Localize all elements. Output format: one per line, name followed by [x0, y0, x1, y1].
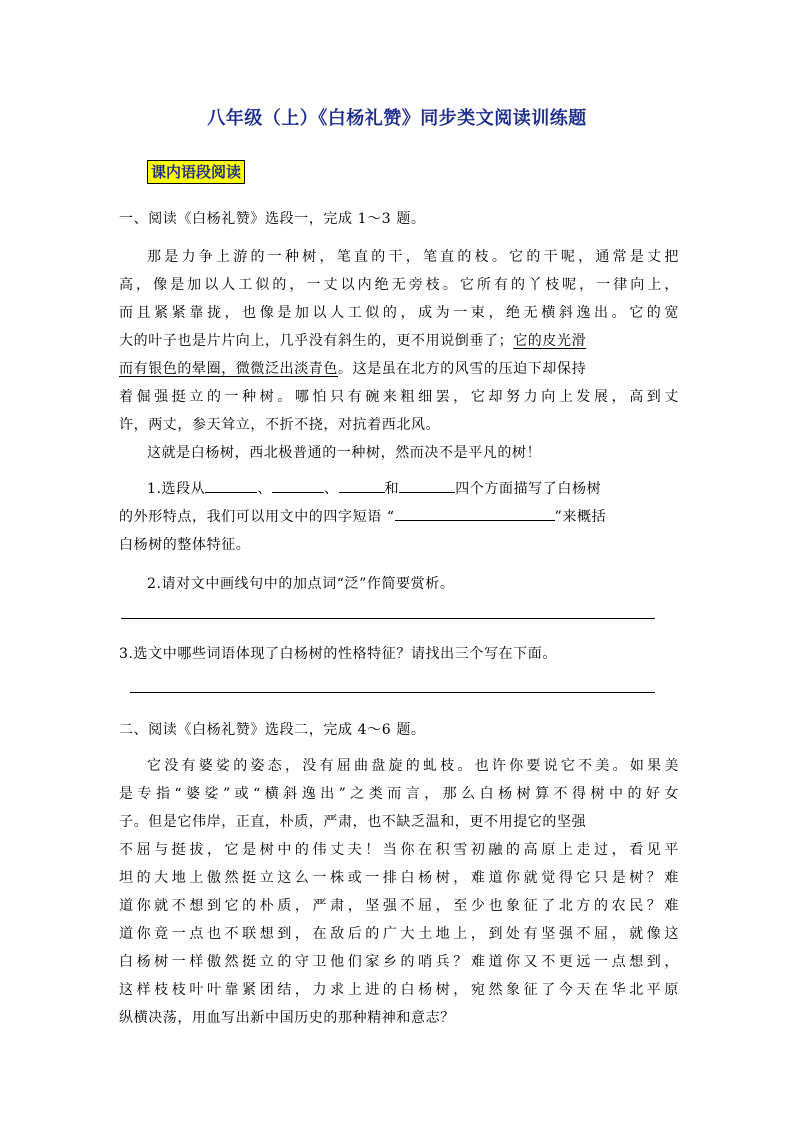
question-3: 3.选文中哪些词语体现了白杨树的性格特征？请找出三个写在下面。	[119, 646, 557, 662]
passage2-line: 白杨树一样傲然挺立的守卫他们家乡的哨兵？难道你又不更远一点想到，	[119, 954, 679, 970]
part1-heading: 一、阅读《白杨礼赞》选段一，完成 1～3 题。	[119, 211, 426, 227]
passage1-text: 。这是虽在北方的风雪的压迫下却保持	[338, 361, 587, 377]
answer-blank[interactable]	[399, 476, 455, 493]
passage2-line: 坦的大地上傲然挺立这么一株或一排白杨树，难道你就觉得它只是树？难	[119, 870, 679, 886]
underlined-sentence: 而有银色的晕圈，微微泛出淡青色	[119, 361, 338, 377]
passage1-line	[119, 327, 679, 355]
section-badge: 课内语段阅读	[147, 160, 245, 184]
part2-heading: 二、阅读《白杨礼赞》选段二，完成 4～6 题。	[119, 722, 426, 738]
passage2-line: 纵横决荡，用血写出新中国历史的那种精神和意志？	[119, 1010, 455, 1026]
answer-line[interactable]	[121, 618, 655, 619]
passage1-line: 着倔强挺立的一种树。哪怕只有碗来粗细罢，它却努力向上发展，高到丈	[119, 389, 679, 405]
passage1-line: 那是力争上游的一种树，笔直的干，笔直的枝。它的干呢，通常是丈把	[147, 249, 679, 265]
page-title: 八年级（上）《白杨礼赞》同步类文阅读训练题	[207, 108, 587, 129]
answer-line[interactable]	[130, 692, 655, 693]
underlined-sentence: 它的皮光滑	[513, 333, 587, 349]
passage2-line: 它没有婆娑的姿态，没有屈曲盘旋的虬枝。也许你要说它不美。如果美	[147, 758, 679, 774]
question-1: 白杨树的整体特征。	[119, 537, 251, 553]
answer-blank[interactable]	[272, 476, 324, 493]
passage1-text: 大的叶子也是片片向上，几乎没有斜生的，更不用说倒垂了；	[119, 333, 514, 349]
question-2: 2.请对文中画线句中的加点词“泛”作简要赏析。	[147, 576, 455, 592]
passage2-line: 道你就不想到它的朴质，严肃，坚强不屈，至少也象征了北方的农民？难	[119, 898, 679, 914]
passage1-line: 而且紧紧靠拢，也像是加以人工似的，成为一束，绝无横斜逸出。它的宽	[119, 305, 679, 321]
passage1-line: 许，两丈，参天耸立，不折不挠，对抗着西北风。	[119, 417, 441, 433]
question-1: 1.选段从 、 、 和 四个方面描写了白杨树	[147, 475, 679, 503]
answer-blank[interactable]	[205, 476, 257, 493]
passage2-line: 是专指“婆娑”或“横斜逸出”之类而言，那么白杨树算不得树中的好女	[119, 786, 679, 802]
passage1-line: 高，像是加以人工似的，一丈以内绝无旁枝。它所有的丫枝呢，一律向上，	[119, 277, 679, 293]
passage2-line: 这样枝枝叶叶靠紧团结，力求上进的白杨树，宛然象征了今天在华北平原	[119, 982, 679, 998]
passage1-line	[119, 355, 679, 383]
passage2-line: 道你竟一点也不联想到，在敌后的广大土地上，到处有坚强不屈，就像这	[119, 926, 679, 942]
passage1-conclusion: 这就是白杨树，西北极普通的一种树，然而决不是平凡的树！	[147, 445, 542, 461]
answer-blank[interactable]	[339, 476, 385, 493]
question-1: 的外形特点，我们可以用文中的四字短语 “ ”来概括	[119, 503, 679, 531]
passage2-line: 子。但是它伟岸，正直，朴质，严肃，也不缺乏温和，更不用提它的坚强	[119, 814, 587, 830]
passage2-line: 不屈与挺拔，它是树中的伟丈夫！当你在积雪初融的高原上走过，看见平	[119, 842, 679, 858]
answer-blank[interactable]	[395, 504, 555, 521]
